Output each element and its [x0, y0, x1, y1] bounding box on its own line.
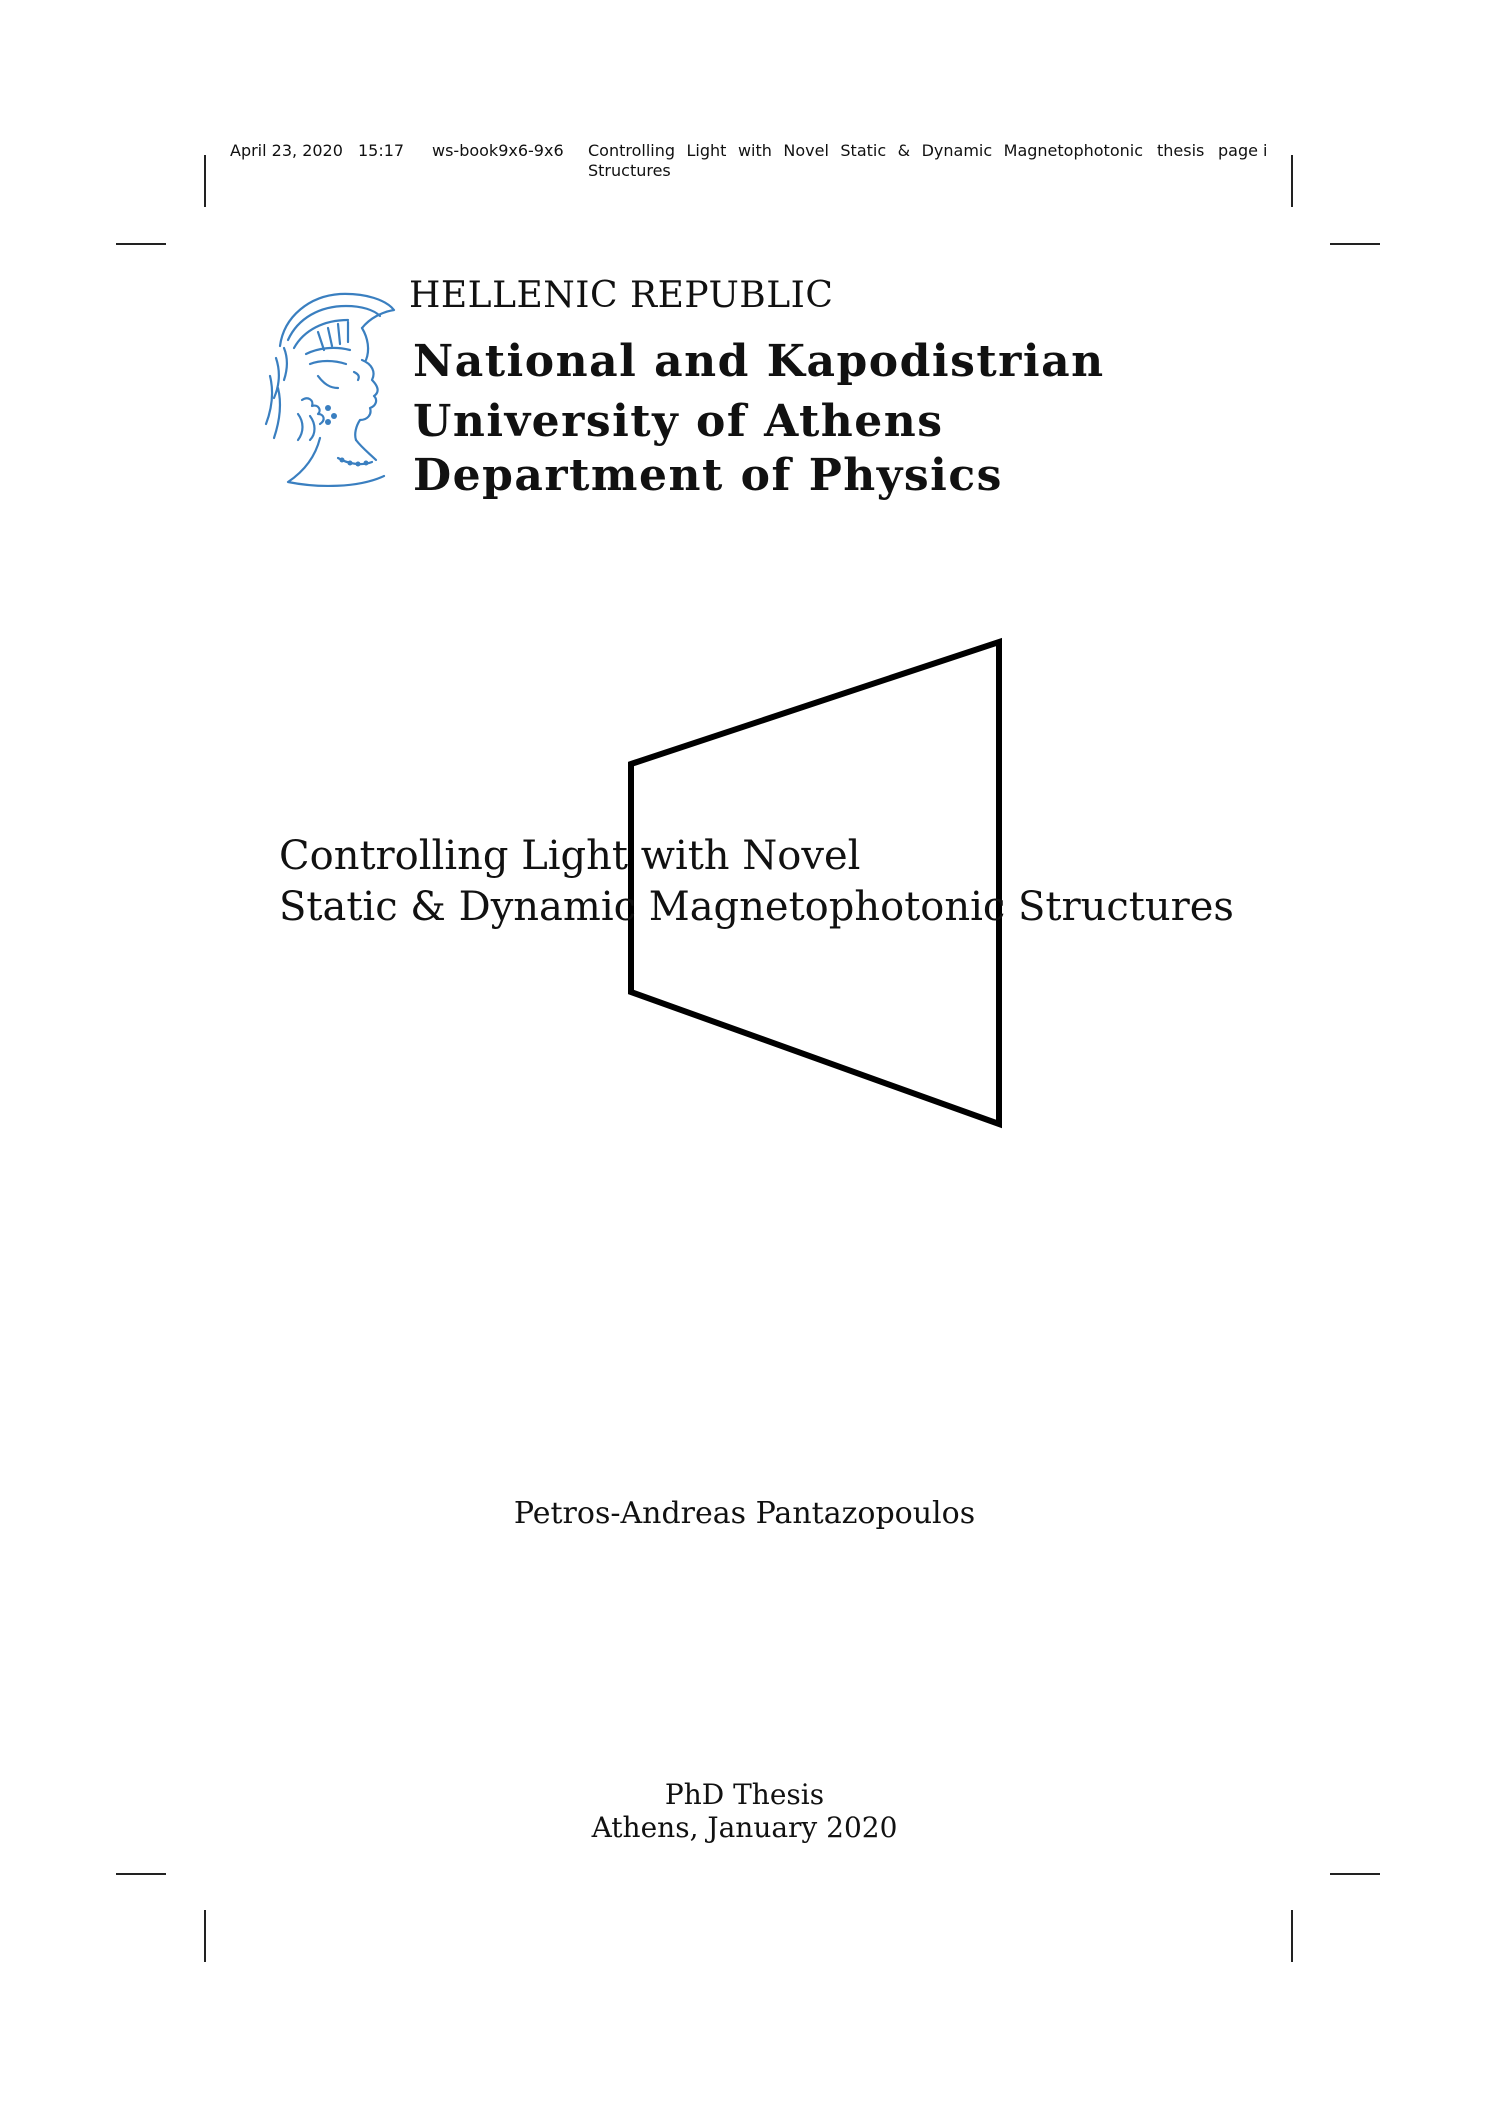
university-name-line-1: National and Kapodistrian — [413, 336, 1105, 387]
athena-logo-icon — [258, 288, 398, 493]
crop-mark-top-left-horizontal — [116, 243, 166, 245]
author-name: Petros-Andreas Pantazopoulos — [513, 1496, 976, 1531]
crop-mark-bottom-left-horizontal — [116, 1873, 166, 1875]
header-date: April 23, 2020 — [230, 141, 343, 160]
header-page-number: page i — [1218, 141, 1268, 160]
header-style: ws-book9x6-9x6 — [432, 141, 564, 160]
crop-mark-bottom-right-horizontal — [1330, 1873, 1380, 1875]
crop-mark-top-right-horizontal — [1330, 243, 1380, 245]
crop-mark-top-left-vertical — [204, 155, 206, 207]
thesis-title-line-2: Static & Dynamic Magnetophotonic Structures — [279, 884, 1234, 930]
crop-mark-top-right-vertical — [1291, 155, 1293, 207]
header-label: thesis — [1157, 141, 1205, 160]
hellenic-republic-heading: HELLENIC REPUBLIC — [409, 275, 834, 316]
thesis-title-line-1: Controlling Light with Novel — [279, 833, 861, 879]
university-name-line-2: University of Athens — [413, 396, 944, 447]
thesis-type: PhD Thesis — [664, 1778, 825, 1811]
crop-mark-bottom-right-vertical — [1291, 1910, 1293, 1962]
header-time: 15:17 — [358, 141, 405, 160]
department-name: Department of Physics — [413, 450, 1003, 501]
header-running-title: Controlling Light with Novel Static & Dynamic Magnetophotonic Structures — [588, 141, 1143, 180]
place-and-date: Athens, January 2020 — [591, 1811, 898, 1844]
crop-mark-bottom-left-vertical — [204, 1910, 206, 1962]
